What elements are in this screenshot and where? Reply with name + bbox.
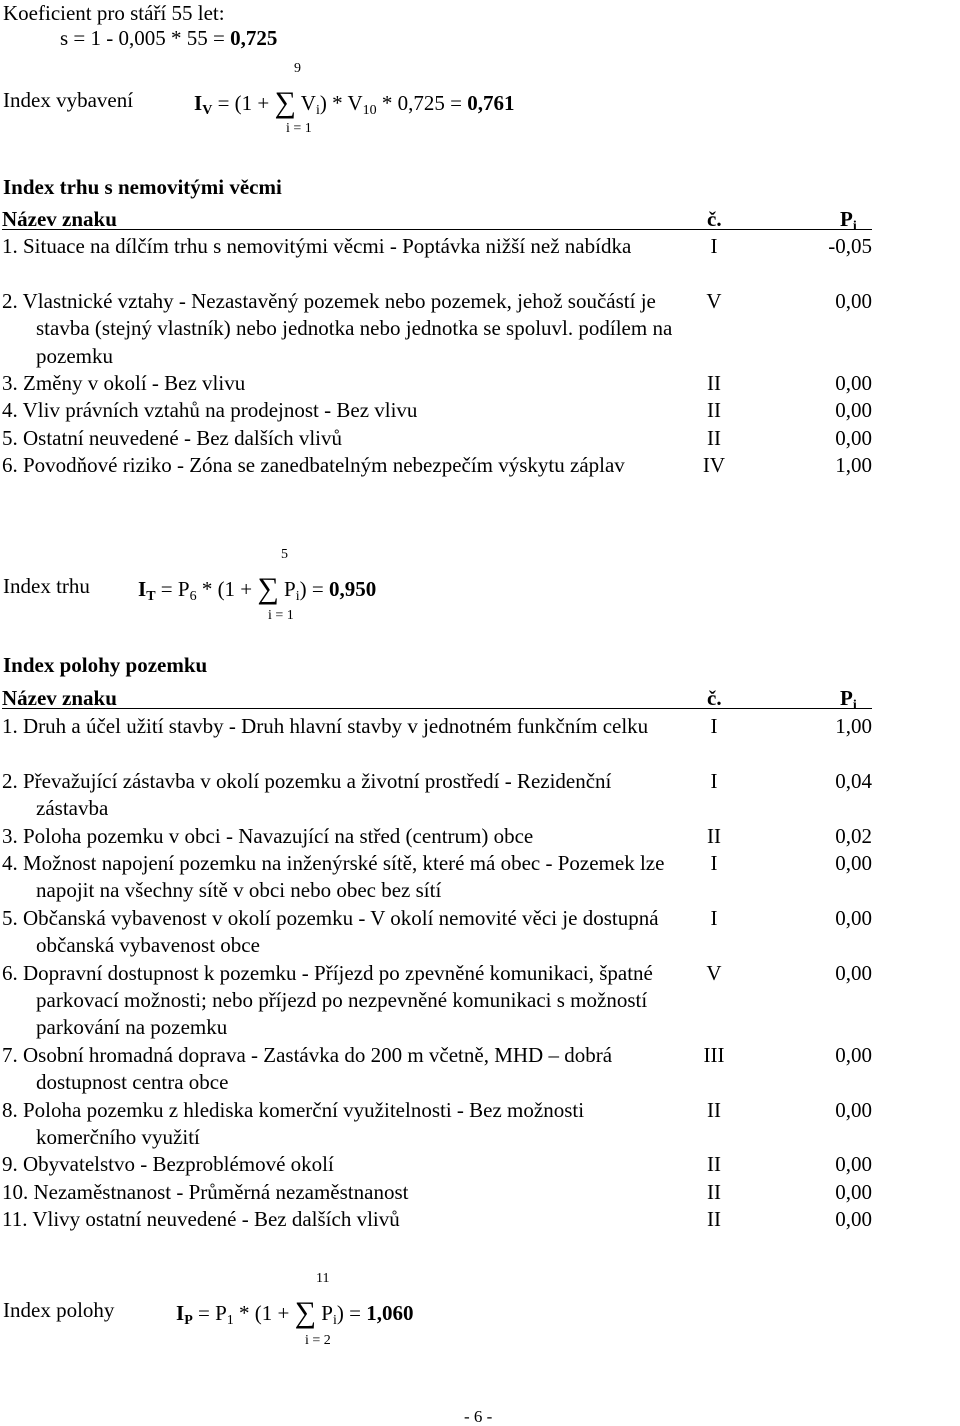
location-index-formula — [176, 1296, 414, 1329]
sigma-icon: ∑ — [294, 1296, 317, 1329]
col-p-header: Pi — [840, 686, 857, 713]
equip-formula-part: * 0,725 = — [376, 91, 468, 115]
row-number: II — [707, 1179, 721, 1204]
row-value: 0,00 — [835, 425, 872, 450]
row-value: 0,00 — [835, 1179, 872, 1204]
row-text: 6. Povodňové riziko - Zóna se zanedbatelným nebezpečím výskytu záplav — [2, 453, 625, 478]
row-value: 0,04 — [835, 768, 872, 793]
row-text: 5. Ostatní neuvedené - Bez dalších vlivů — [2, 425, 342, 450]
row-number: II — [707, 1207, 721, 1232]
row-value: 0,00 — [835, 851, 872, 875]
row-number: II — [707, 371, 721, 395]
market-index-label: Index trhu — [3, 574, 90, 598]
row-value: 0,00 — [835, 1097, 872, 1122]
row-text: 9. Obyvatelstvo - Bezproblémové okolí — [2, 1152, 334, 1177]
row-number: I — [710, 768, 718, 793]
row-value: 0,00 — [835, 960, 872, 985]
market-index-part: P — [278, 577, 296, 601]
row-number: II — [707, 425, 721, 450]
row-text: 4. Možnost napojení pozemku na inženýrské sítě, které má obec - Pozemek lze napojit na všechny sítě v obci nebo obec bez sítí — [2, 851, 665, 903]
coef-formula — [60, 28, 277, 49]
equip-symbol-sub: V — [202, 103, 213, 118]
location-index-label: Index polohy — [3, 1298, 115, 1322]
row-number: II — [707, 1152, 721, 1177]
col-name-header: Název znaku — [2, 207, 117, 231]
market-index-sub: 6 — [189, 589, 197, 604]
location-table-header — [2, 686, 872, 713]
location-index-part: = P — [192, 1301, 227, 1325]
row-value: -0,05 — [828, 234, 872, 258]
row-text: 1. Druh a účel užití stavby - Druh hlavní stavby v jednotném funkčním celku — [2, 714, 649, 738]
row-value: 0,00 — [835, 398, 872, 423]
market-index-part: = P — [155, 577, 190, 601]
row-value: 1,00 — [835, 714, 872, 738]
location-index-part: ) = — [336, 1301, 367, 1325]
row-number: I — [710, 714, 718, 738]
coef-result: 0,725 — [230, 26, 278, 50]
row-number: V — [706, 288, 722, 313]
row-text: 2. Vlastnické vztahy - Nezastavěný pozemek nebo pozemek, jehož součástí je stavba (stejný vlastník) nebo jednotka nebo jednotka se spoluvl. podílem na pozemku — [2, 288, 673, 368]
coef-title: Koeficient pro stáří 55 let: — [3, 1, 225, 25]
row-text: 5. Občanská vybavenost v okolí pozemku - V okolí nemovité věci je dostupná občanská vybavenost obce — [2, 905, 659, 958]
location-heading: Index polohy pozemku — [3, 653, 208, 677]
equip-formula — [194, 86, 515, 119]
row-value: 0,00 — [835, 905, 872, 930]
market-heading: Index trhu s nemovitými věcmi — [3, 175, 282, 199]
equip-lower-limit: i = 1 — [286, 121, 312, 136]
row-value: 0,00 — [835, 1042, 872, 1067]
row-text: 8. Poloha pozemku z hlediska komerční využitelnosti - Bez možnosti komerčního využití — [2, 1097, 585, 1149]
location-index-result: 1,060 — [366, 1301, 414, 1325]
row-value: 0,02 — [835, 823, 872, 848]
row-text: 6. Dopravní dostupnost k pozemku - Příjezd po zpevněné komunikaci, špatné parkovací možnosti; nebo příjezd po nezpevněné komunikaci s možností parkování na pozemku — [2, 960, 653, 1040]
row-text: 7. Osobní hromadná doprava - Zastávka do 200 m včetně, MHD – dobrá dostupnost centra obce — [2, 1042, 613, 1095]
row-number: II — [707, 398, 721, 423]
row-text: 2. Převažující zástavba v okolí pozemku a životní prostředí - Rezidenční zástavba — [2, 768, 612, 821]
location-index-part: * (1 + — [233, 1301, 295, 1325]
row-value: 1,00 — [835, 453, 872, 478]
page-number: - 6 - — [464, 1407, 493, 1426]
equip-symbol: I — [194, 91, 203, 115]
coef-formula-text: s = 1 - 0,005 * 55 = — [60, 26, 231, 50]
sigma-icon: ∑ — [274, 86, 296, 119]
row-value: 0,00 — [835, 371, 872, 395]
row-number: V — [706, 960, 722, 985]
row-number: II — [707, 823, 721, 848]
equip-upper-limit: 9 — [294, 61, 301, 76]
equip-formula-part: ) * V — [319, 91, 363, 115]
market-index-part: ) = — [299, 577, 329, 601]
location-index-symbol-sub: P — [184, 1313, 193, 1328]
row-number: IV — [702, 453, 726, 478]
equip-formula-part: V — [295, 91, 316, 115]
market-index-symbol: I — [138, 577, 147, 601]
equip-formula-sub: 10 — [362, 103, 377, 118]
market-index-result: 0,950 — [328, 577, 377, 601]
location-index-symbol: I — [176, 1301, 185, 1325]
market-index-symbol-sub: T — [146, 589, 156, 604]
row-text: 3. Poloha pozemku v obci - Navazující na střed (centrum) obce — [2, 823, 534, 848]
col-number-header: č. — [707, 686, 722, 710]
row-number: II — [707, 1097, 721, 1122]
row-value: 0,00 — [835, 1152, 872, 1177]
market-index-sub: i — [295, 589, 300, 604]
location-index-part: P — [316, 1301, 333, 1325]
equip-formula-part: = (1 + — [212, 91, 275, 115]
row-text: 11. Vlivy ostatní neuvedené - Bez dalších vlivů — [2, 1207, 400, 1232]
equip-formula-sub: i — [315, 103, 320, 118]
market-index-upper-limit: 5 — [281, 547, 288, 562]
market-index-formula — [138, 572, 377, 605]
equip-result: 0,761 — [467, 91, 515, 115]
market-table-header — [2, 207, 872, 234]
market-index-lower-limit: i = 1 — [268, 608, 294, 623]
row-text: 10. Nezaměstnanost - Průměrná nezaměstnanost — [2, 1179, 409, 1204]
location-index-upper-limit: 11 — [316, 1271, 330, 1286]
location-index-sub: 1 — [226, 1313, 234, 1328]
location-index-sub: i — [332, 1313, 337, 1328]
row-value: 0,00 — [835, 288, 872, 313]
col-name-header: Název znaku — [2, 686, 117, 710]
row-text: 4. Vliv právních vztahů na prodejnost - Bez vlivu — [2, 398, 418, 423]
row-number: I — [710, 905, 718, 930]
col-p-header: Pi — [840, 207, 857, 234]
market-index-part: * (1 + — [196, 577, 258, 601]
equip-label: Index vybavení — [3, 88, 134, 112]
row-value: 0,00 — [835, 1207, 872, 1232]
row-number: I — [710, 234, 718, 258]
row-text: 3. Změny v okolí - Bez vlivu — [2, 371, 246, 395]
row-text: 1. Situace na dílčím trhu s nemovitými věcmi - Poptávka nižší než nabídka — [2, 234, 632, 258]
sigma-icon: ∑ — [257, 572, 279, 605]
col-number-header: č. — [707, 207, 722, 231]
row-number: III — [703, 1042, 725, 1067]
row-number: I — [710, 851, 718, 875]
location-index-lower-limit: i = 2 — [305, 1333, 331, 1348]
